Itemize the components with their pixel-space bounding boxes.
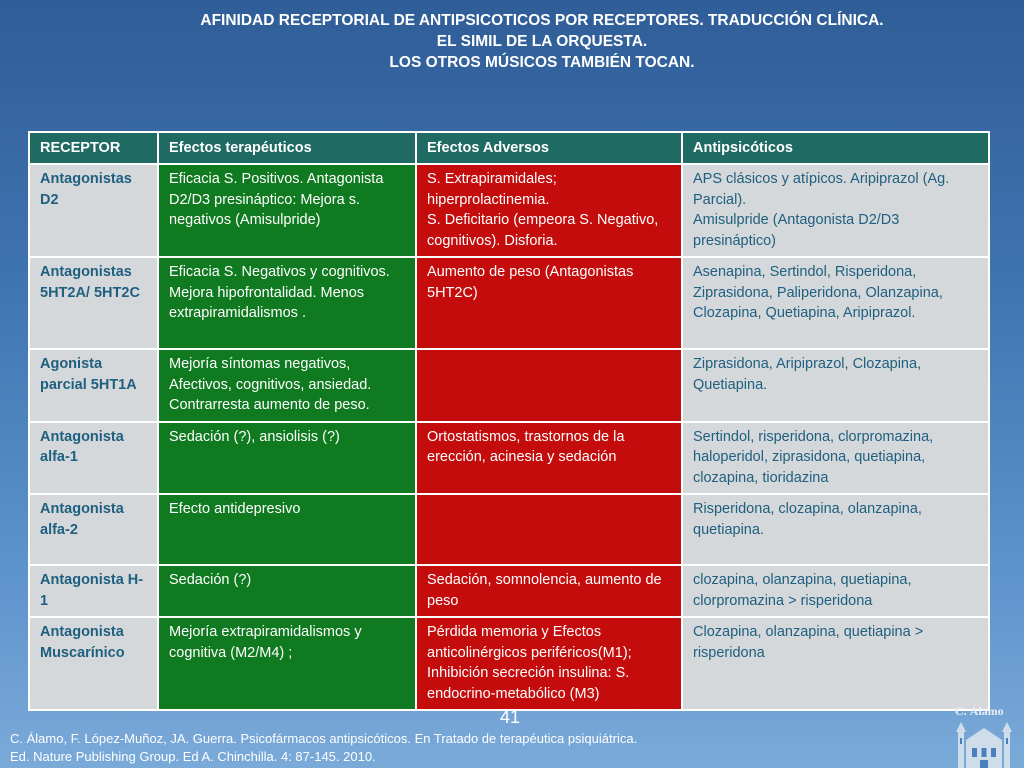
adverse-cell: Ortostatismos, trastornos de la erección, acinesia y sedación	[416, 422, 682, 495]
receptor-cell: Agonista parcial 5HT1A	[29, 349, 158, 422]
citation: C. Álamo, F. López-Muñoz, JA. Guerra. Psicofármacos antipsicóticos. En Tratado de terapéutica psiquiátrica. Ed. Nature Publishing Group. Ed A. Chinchilla. 4: 87-145. 2010.	[10, 731, 638, 764]
therapeutic-cell: Eficacia S. Positivos. Antagonista D2/D3 presináptico: Mejora s. negativos (Amisulpride)	[158, 164, 416, 257]
adverse-cell	[416, 494, 682, 565]
table-row	[29, 565, 989, 617]
table-row	[29, 349, 989, 422]
header-adverse-effects: Efectos Adversos	[416, 132, 682, 164]
table-row	[29, 617, 989, 710]
antipsychotics-cell: Asenapina, Sertindol, Risperidona, Ziprasidona, Paliperidona, Olanzapina, Clozapina, Quetiapina, Aripiprazol.	[682, 257, 989, 349]
therapeutic-cell: Efecto antidepresivo	[158, 494, 416, 565]
adverse-cell: Pérdida memoria y Efectos anticolinérgicos periféricos(M1); Inhibición secreción insulina: S. endocrino-metabólico (M3)	[416, 617, 682, 710]
receptor-table	[28, 131, 990, 711]
slide-title	[60, 10, 1024, 73]
adverse-cell	[416, 164, 682, 257]
title-line-2: EL SIMIL DE LA ORQUESTA.	[436, 33, 648, 50]
page-number: 41	[500, 707, 521, 727]
title-line-3: LOS OTROS MÚSICOS TAMBIÉN TOCAN.	[389, 54, 695, 71]
receptor-cell: Antagonista Muscarínico	[29, 617, 158, 710]
therapeutic-cell: Sedación (?)	[158, 565, 416, 617]
adverse-cell: Sedación, somnolencia, aumento de peso	[416, 565, 682, 617]
antipsychotics-line: APS clásicos y atípicos. Aripiprazol (Ag. Parcial). Amisulpride (Antagonista D2/D3 presináptico)	[693, 171, 950, 249]
antipsychotics-cell: Risperidona, clozapina, olanzapina, quetiapina.	[682, 494, 989, 565]
therapeutic-cell: Eficacia S. Negativos y cognitivos. Mejora hipofrontalidad. Menos extrapiramidalismos .	[158, 257, 416, 349]
receptor-cell: Antagonistas D2	[29, 164, 158, 257]
antipsychotics-cell: clozapina, olanzapina, quetiapina, clorpromazina > risperidona	[682, 565, 989, 617]
table-row	[29, 164, 989, 257]
antipsychotics-cell: Sertindol, risperidona, clorpromazina, haloperidol, ziprasidona, quetiapina, clozapina, tioridazina	[682, 422, 989, 495]
header-antipsychotics: Antipsicóticos	[682, 132, 989, 164]
building-logo-icon	[952, 718, 1016, 768]
antipsychotics-cell: Clozapina, olanzapina, quetiapina > risperidona	[682, 617, 989, 710]
author-mark: C. Álamo	[955, 704, 1004, 718]
adverse-cell	[416, 349, 682, 422]
title-line-1: AFINIDAD RECEPTORIAL DE ANTIPSICOTICOS POR RECEPTORES. TRADUCCIÓN CLÍNICA.	[200, 12, 884, 29]
receptor-cell: Antagonista H-1	[29, 565, 158, 617]
adverse-cell: Aumento de peso (Antagonistas 5HT2C)	[416, 257, 682, 349]
receptor-cell: Antagonistas 5HT2A/ 5HT2C	[29, 257, 158, 349]
therapeutic-cell: Mejoría extrapiramidalismos y cognitiva (M2/M4) ;	[158, 617, 416, 710]
header-therapeutic-effects: Efectos terapéuticos	[158, 132, 416, 164]
adverse-line: S. Extrapiramidales; hiperprolactinemia. S. Deficitario (empeora S. Negativo, cognitivos). Disforia.	[427, 171, 659, 249]
table-row	[29, 494, 989, 565]
antipsychotics-cell	[682, 164, 989, 257]
table-row	[29, 257, 989, 349]
receptor-cell: Antagonista alfa-1	[29, 422, 158, 495]
receptor-cell: Antagonista alfa-2	[29, 494, 158, 565]
header-receptor: RECEPTOR	[29, 132, 158, 164]
table-row	[29, 422, 989, 495]
table-header-row	[29, 132, 989, 164]
therapeutic-cell: Sedación (?), ansiolisis (?)	[158, 422, 416, 495]
antipsychotics-cell: Ziprasidona, Aripiprazol, Clozapina, Quetiapina.	[682, 349, 989, 422]
therapeutic-cell: Mejoría síntomas negativos, Afectivos, cognitivos, ansiedad. Contrarresta aumento de peso.	[158, 349, 416, 422]
